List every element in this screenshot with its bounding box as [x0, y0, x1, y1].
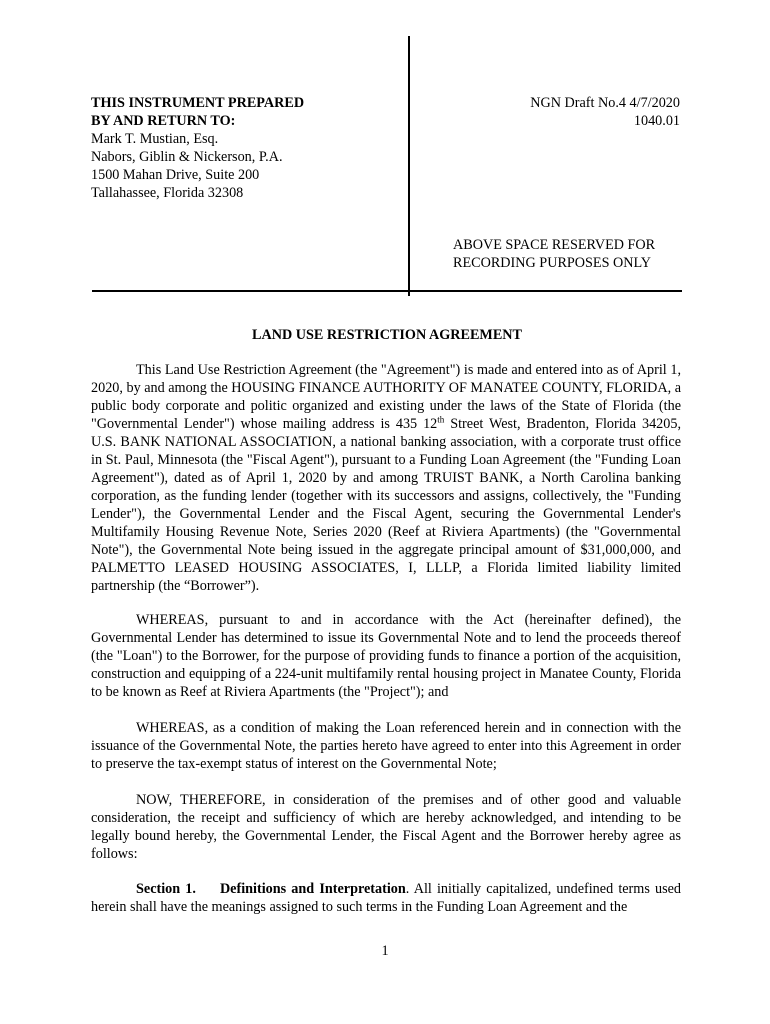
recording-block-horizontal-rule	[92, 290, 682, 292]
prepared-by-heading-line1: THIS INSTRUMENT PREPARED	[91, 95, 305, 111]
now-therefore-paragraph: NOW, THEREFORE, in consideration of the premises and of other good and valuable consideration, the receipt and sufficiency of which are hereby acknowledged, and intending to be legally bound hereby, the Governmental Lender, the Fiscal Agent and the Borrower hereby agree as follows:	[91, 792, 681, 862]
intro-paragraph	[91, 361, 681, 595]
ordinal-superscript: th	[437, 414, 445, 425]
whereas-paragraph-2: WHEREAS, as a condition of making the Loan referenced herein and in connection with the issuance of the Governmental Note, the parties hereto have agreed to enter into this Agreement in order to preserve the tax-exempt status of interest on the Governmental Note;	[91, 720, 681, 772]
whereas-paragraph-1: WHEREAS, pursuant to and in accordance with the Act (hereinafter defined), the Governmental Lender has determined to issue its Governmental Note and to lend the proceeds thereof (the "Loan") to the Borrower, for the purpose of providing funds to finance a portion of the acquisition, construction and equipping of a 224-unit multifamily rental housing project in Manatee County, Florida to be known as Reef at Riviera Apartments (the "Project"); and	[91, 612, 681, 700]
draft-info	[430, 94, 680, 130]
draft-number: NGN Draft No.4 4/7/2020	[530, 95, 680, 111]
recording-reserved-note	[453, 236, 693, 272]
section-1-paragraph	[91, 880, 681, 916]
prepared-by-heading-line2: BY AND RETURN TO:	[91, 113, 236, 129]
prepared-by-block	[91, 94, 391, 202]
reserved-line2: RECORDING PURPOSES ONLY	[453, 255, 652, 271]
section-1-heading: Definitions and Interpretation	[219, 881, 406, 897]
preparer-firm: Nabors, Giblin & Nickerson, P.A.	[91, 149, 283, 165]
section-1-text: . All initially capitalized, undefined terms used herein shall have the meanings assigned to such terms in the Funding Loan Agreement and the	[91, 881, 681, 915]
reserved-line1: ABOVE SPACE RESERVED FOR	[453, 237, 656, 253]
file-number: 1040.01	[633, 113, 680, 129]
preparer-street: 1500 Mahan Drive, Suite 200	[91, 167, 260, 183]
preparer-name: Mark T. Mustian, Esq.	[91, 131, 219, 147]
preparer-city: Tallahassee, Florida 32308	[91, 185, 244, 201]
intro-text-b: Street West, Bradenton, Florida 34205, U.S. BANK NATIONAL ASSOCIATION, a national banking association, with a corporate trust office in St. Paul, Minnesota (the "Fiscal Agent"), pursuant to a Funding Loan Agreement (the "Funding Loan Agreement"), dated as of April 1, 2020 by and among TRUIST BANK, a North Carolina banking corporation, as the funding lender (together with its successors and assigns, collectively, the "Funding Lender"), the Governmental Lender and the Fiscal Agent, securing the Governmental Lender's Multifamily Housing Revenue Note, Series 2020 (Reef at Riviera Apartments) (the "Governmental Note"), the Governmental Note being issued in the aggregate principal amount of $31,000,000, and PALMETTO LEASED HOUSING ASSOCIATES, I, LLLP, a Florida limited liability limited partnership (the “Borrower”).	[91, 416, 681, 594]
recording-block-vertical-rule	[408, 36, 410, 296]
intro-text-a: This Land Use Restriction Agreement (the "Agreement") is made and entered into as of April 1, 2020, by and among the HOUSING FINANCE AUTHORITY OF MANATEE COUNTY, FLORIDA, a public body corporate and politic organized and existing under the laws of the State of Florida (the "Governmental Lender") whose mailing address is 435 12	[91, 362, 681, 432]
page-number: 1	[381, 943, 389, 959]
document-title: LAND USE RESTRICTION AGREEMENT	[251, 327, 522, 343]
section-1-number: Section 1.	[136, 881, 196, 897]
